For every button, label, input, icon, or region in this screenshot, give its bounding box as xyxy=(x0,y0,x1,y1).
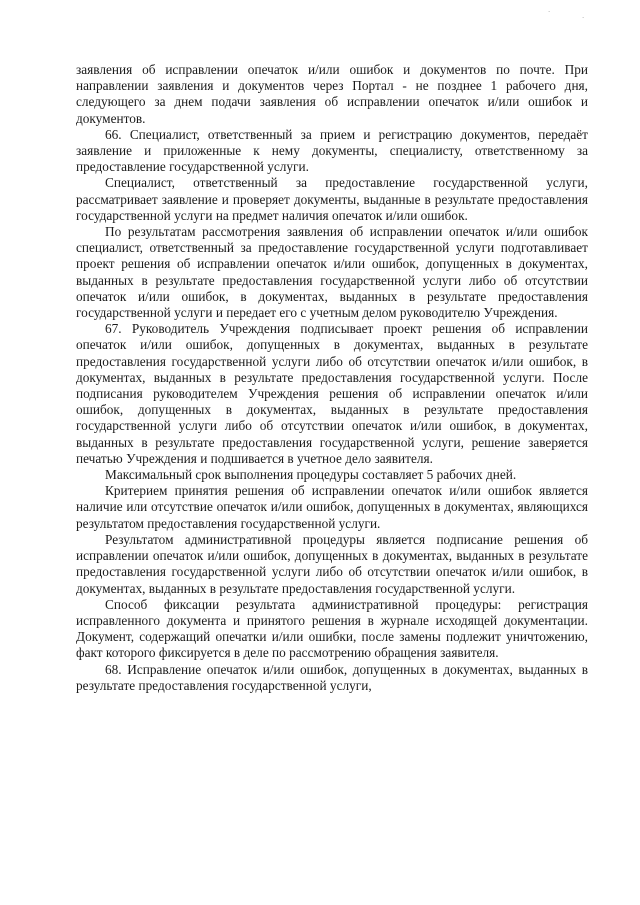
paragraph-criterion: Критерием принятия решения об исправлении опечаток и/или ошибок является наличие или отсутствие опечаток и/или ошибок, допущенных в документах, являющихся результатом предоставления государственной услуги. xyxy=(76,483,588,531)
paragraph-max-term: Максимальный срок выполнения процедуры составляет 5 рабочих дней. xyxy=(105,467,517,483)
paragraph-66: 66. Специалист, ответственный за прием и регистрацию документов, передаёт заявление и приложенные к нему документы, специалисту, ответственному за предоставление государственной услуги. xyxy=(76,126,588,175)
document-page xyxy=(76,62,588,694)
scan-speck: · xyxy=(548,8,551,16)
scan-speck: · xyxy=(582,14,585,22)
paragraph-review: Специалист, ответственный за предоставление государственной услуги, рассматривает заявление и проверяет документы, выданные в результате предоставления государственной услуги на предмет наличия опечаток и/или ошибок. xyxy=(76,175,588,223)
paragraph-68: 68. Исправление опечаток и/или ошибок, допущенных в документах, выданных в результате предоставления государственной услуги, xyxy=(76,661,588,693)
paragraph-continuation: заявления об исправлении опечаток и/или ошибок и документов по почте. При направлении заявления и документов через Портал - не позднее 1 рабочего дня, следующего за днем подачи заявления об исправлении опечаток и/или ошибок и документов. xyxy=(76,62,588,126)
paragraph-fixation: Способ фиксации результата административной процедуры: регистрация исправленного документа и принятого решения в журнале исходящей документации. Документ, содержащий опечатки и/или ошибки, после замены подлежит уничтожению, факт которого фиксируется в деле по рассмотрению обращения заявителя. xyxy=(76,596,588,661)
paragraph-67: 67. Руководитель Учреждения подписывает проект решения об исправлении опечаток и/или ошибок, допущенных в документах, выданных в результате предоставления государственной услуги либо об отсутствии опечаток и/или ошибок, в документах, выданных в результате предоставления государственной услуги. После подписания руководителем Учреждения решения об исправлении опечаток и/или ошибок, допущенных в документах, выданных в результате предоставления государственной услуги либо об отсутствии опечаток и/или ошибок, в документах, выданных в результате предоставления государственной услуги, решение заверяется печатью Учреждения и подшивается в учетное дело заявителя. xyxy=(76,321,588,466)
paragraph-result: Результатом административной процедуры является подписание решения об исправлении опечаток и/или ошибок, допущенных в документах, выданных в результате предоставления государственной услуги либо об отсутствии опечаток и/или ошибок, в документах, выданных в результате предоставления государственной услуги. xyxy=(76,531,588,596)
paragraph-review-result: По результатам рассмотрения заявления об исправлении опечаток и/или ошибок специалист, ответственный за предоставление государственной услуги подготавливает проект решения об исправлении опечаток и/или ошибок, допущенных в документах, выданных в результате предоставления государственной услуги либо об отсутствии опечаток и/или ошибок, в документах, выданных в результате предоставления государственной услуги и передает его с учетным делом руководителю Учреждения. xyxy=(76,224,588,321)
